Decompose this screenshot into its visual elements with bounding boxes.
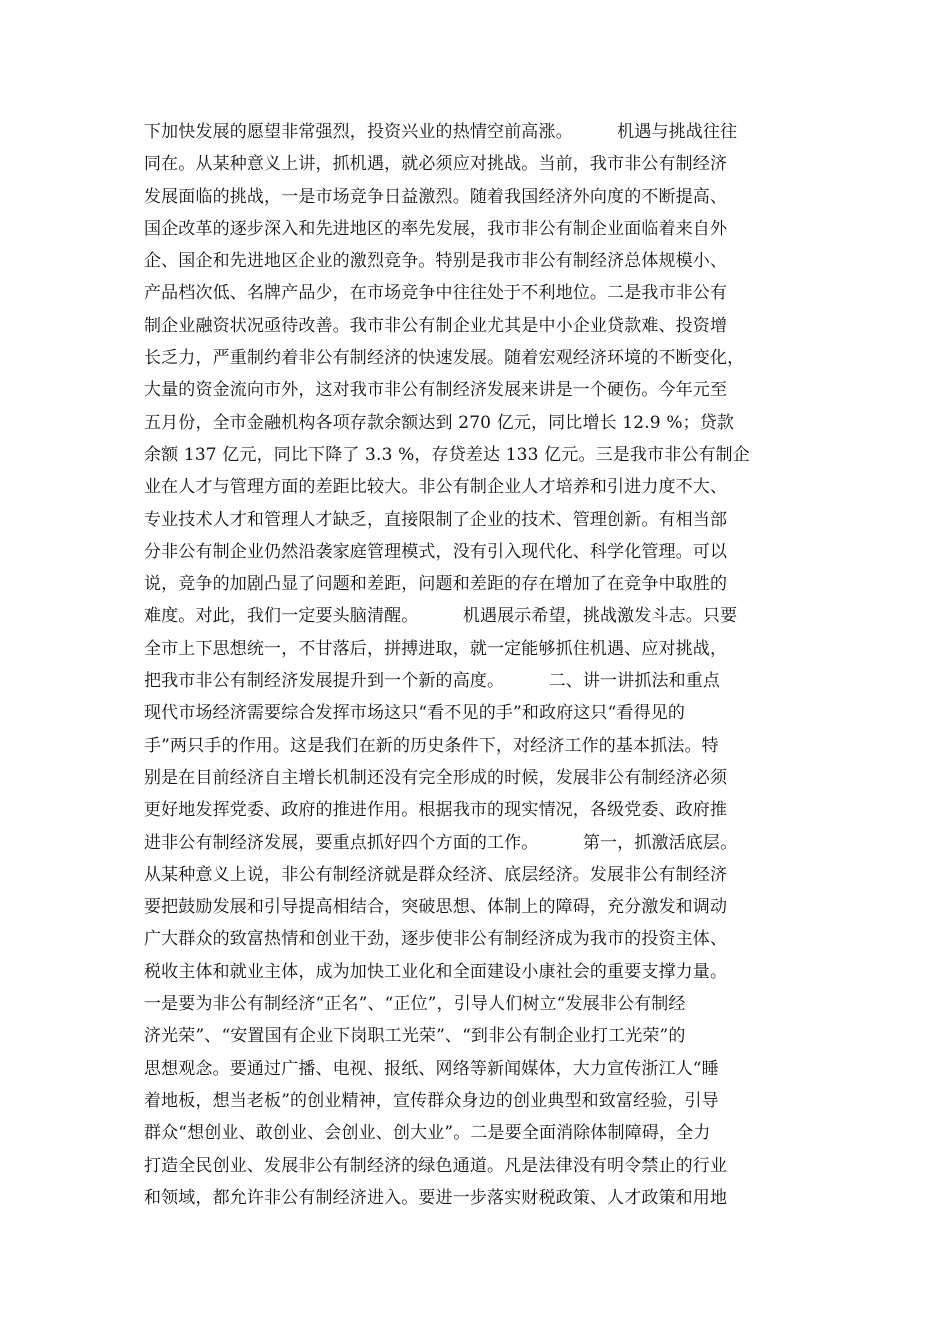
text-line: 进非公有制经济发展，要重点抓好四个方面的工作。 第一，抓激活底层。 [144, 832, 738, 853]
text-line: 大量的资金流向市外，这对我市非公有制经济发展来讲是一个硬伤。今年元至 [144, 380, 728, 401]
text-line: 着地板，想当老板”的创业精神，宣传群众身边的创业典型和致富经验，引导 [144, 1090, 719, 1111]
text-line: 从某种意义上说，非公有制经济就是群众经济、底层经济。发展非公有制经济 [144, 864, 728, 885]
text-line: 更好地发挥党委、政府的推进作用。根据我市的现实情况，各级党委、政府推 [144, 800, 728, 821]
text-line: 现代市场经济需要综合发挥市场这只“看不见的手”和政府这只“看得见的 [144, 703, 686, 724]
text-line: 群众“想创业、敢创业、会创业、创大业”。二是要全面消除体制障碍，全力 [144, 1123, 711, 1144]
text-line: 和领域，都允许非公有制经济进入。要进一步落实财税政策、人才政策和用地 [144, 1187, 728, 1208]
text-line: 企、国企和先进地区企业的激烈竞争。特别是我市非公有制经济总体规模小、 [144, 251, 728, 272]
text-line: 发展面临的挑战，一是市场竞争日益激烈。随着我国经济外向度的不断提高、 [144, 186, 728, 207]
text-line: 国企改革的逐步深入和先进地区的率先发展，我市非公有制企业面临着来自外 [144, 218, 728, 239]
text-line: 思想观念。要通过广播、电视、报纸、网络等新闻媒体，大力宣传浙江人“睡 [144, 1058, 719, 1079]
text-line: 手”两只手的作用。这是我们在新的历史条件下，对经济工作的基本抓法。特 [144, 735, 719, 756]
text-line: 把我市非公有制经济发展提升到一个新的高度。 二、讲一讲抓法和重点 [144, 671, 721, 692]
text-line: 制企业融资状况亟待改善。我市非公有制企业尤其是中小企业贷款难、投资增 [144, 315, 728, 336]
text-line: 全市上下思想统一，不甘落后，拼搏进取，就一定能够抓住机遇、应对挑战， [144, 638, 728, 659]
text-line: 税收主体和就业主体，成为加快工业化和全面建设小康社会的重要支撑力量。 [144, 961, 728, 982]
text-line: 产品档次低、名牌产品少，在市场竞争中往往处于不利地位。二是我市非公有 [144, 283, 728, 304]
text-line: 要把鼓励发展和引导提高相结合，突破思想、体制上的障碍，充分激发和调动 [144, 897, 728, 918]
text-line: 说，竞争的加剧凸显了问题和差距，问题和差距的存在增加了在竞争中取胜的 [144, 574, 728, 595]
text-line: 业在人才与管理方面的差距比较大。非公有制企业人才培养和引进力度不大、 [144, 477, 728, 498]
text-line: 同在。从某种意义上讲，抓机遇，就必须应对挑战。当前，我市非公有制经济 [144, 154, 728, 175]
text-line: 分非公有制企业仍然沿袭家庭管理模式，没有引入现代化、科学化管理。可以 [144, 541, 728, 562]
text-line: 专业技术人才和管理人才缺乏，直接限制了企业的技术、管理创新。有相当部 [144, 509, 728, 530]
text-line: 余额 137 亿元，同比下降了 3.3 %，存贷差达 133 亿元。三是我市非公有制企 [144, 444, 750, 465]
text-line: 难度。对此，我们一定要头脑清醒。 机遇展示希望，挑战激发斗志。只要 [144, 606, 738, 627]
text-line: 一是要为非公有制经济“正名”、“正位”，引导人们树立“发展非公有制经 [144, 994, 686, 1015]
text-line: 别是在目前经济自主增长机制还没有完全形成的时候，发展非公有制经济必须 [144, 767, 728, 788]
text-line: 打造全民创业、发展非公有制经济的绿色通道。凡是法律没有明令禁止的行业 [144, 1155, 728, 1176]
text-line: 济光荣”、“安置国有企业下岗职工光荣”、“到非公有制企业打工光荣”的 [144, 1026, 686, 1047]
text-line: 广大群众的致富热情和创业干劲，逐步使非公有制经济成为我市的投资主体、 [144, 929, 728, 950]
text-line: 五月份，全市金融机构各项存款余额达到 270 亿元，同比增长 12.9 %；贷款 [144, 412, 735, 433]
text-line: 长乏力，严重制约着非公有制经济的快速发展。随着宏观经济环境的不断变化， [144, 348, 745, 369]
text-line: 下加快发展的愿望非常强烈，投资兴业的热情空前高涨。 机遇与挑战往往 [144, 122, 738, 142]
body-text [144, 116, 814, 1214]
